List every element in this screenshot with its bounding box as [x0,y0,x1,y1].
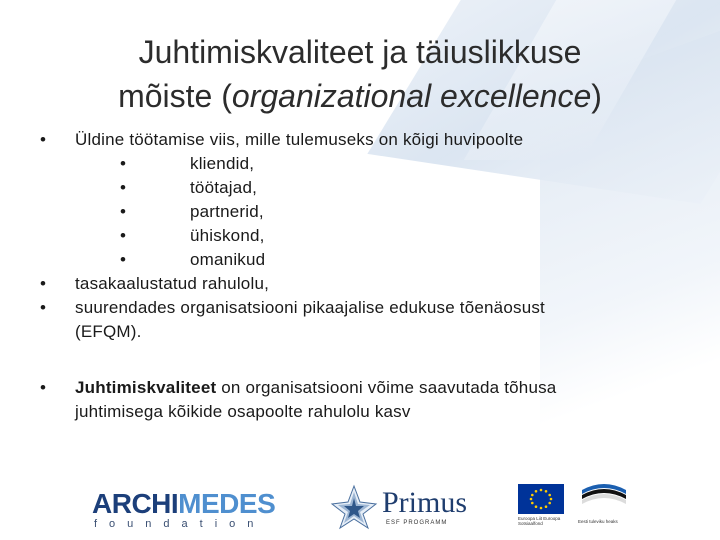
sub-bullet-text: omanikud [190,250,266,269]
archimedes-logo [92,490,275,530]
bullet-item [40,128,680,152]
eu-caption: Euroopa Liit Euroopa Sotsiaalfond [518,516,561,526]
bullet-icon: • [120,154,127,173]
sub-bullet-text: ühiskond, [190,226,265,245]
logo-text: ARCHI [92,488,179,519]
slide-title [0,30,720,118]
bullet-text: Üldine töötamise viis, mille tulemuseks on kõigi huvipoolte [75,130,524,149]
bullet-item [40,272,680,296]
bullet-icon: • [40,274,47,293]
sub-bullet-text: kliendid, [190,154,255,173]
bullet-item [40,296,680,344]
primus-star-icon [330,484,378,530]
eu-flag-icon [518,484,564,514]
bullet-text: juhtimisega kõikide osapoolte rahulolu kasv [75,402,411,421]
logo-subtext: ESF PROGRAMM [386,520,448,526]
logo-text: MEDES [178,488,276,519]
bold-term: Juhtimiskvaliteet [75,378,217,397]
bullet-item [40,376,680,424]
bullet-icon: • [120,250,127,269]
bullet-icon: • [40,298,47,317]
bullet-text: suurendades organisatsiooni pikaajalise edukuse tõenäosust [75,298,545,317]
sub-bullet-item [40,200,680,224]
bullet-icon: • [120,226,127,245]
estonia-caption: Eesti tuleviku heaks [578,519,618,524]
slide-content [40,128,680,424]
sub-bullet-item [40,152,680,176]
bullet-icon: • [40,130,47,149]
sub-bullet-item [40,248,680,272]
title-text: mõiste ( [118,78,232,114]
estonian-flag-ribbon-icon [578,480,630,512]
title-italic-text: organizational excellence [231,78,592,114]
bullet-icon: • [40,378,47,397]
bullet-icon: • [120,202,127,221]
title-line-2 [0,74,720,118]
bullet-text: (EFQM). [75,322,142,341]
logo-text: Primus [382,486,468,519]
bullet-text [75,376,680,400]
logo-subtext: foundation [94,518,266,530]
primus-logo [330,484,480,530]
eu-stars-icon [518,484,564,514]
estonia-logo [578,480,638,536]
sub-bullet-item [40,224,680,248]
sub-bullet-text: töötajad, [190,178,258,197]
eu-flag-logo [518,484,570,538]
sub-bullet-item [40,176,680,200]
title-text: ) [591,78,602,114]
title-line-1: Juhtimiskvaliteet ja täiuslikkuse [138,34,582,70]
bullet-icon: • [120,178,127,197]
bullet-text: tasakaalustatud rahulolu, [75,274,270,293]
footer-logos [0,470,720,530]
sub-bullet-text: partnerid, [190,202,264,221]
bullet-text: on organisatsiooni võime saavutada tõhusa [216,378,557,397]
